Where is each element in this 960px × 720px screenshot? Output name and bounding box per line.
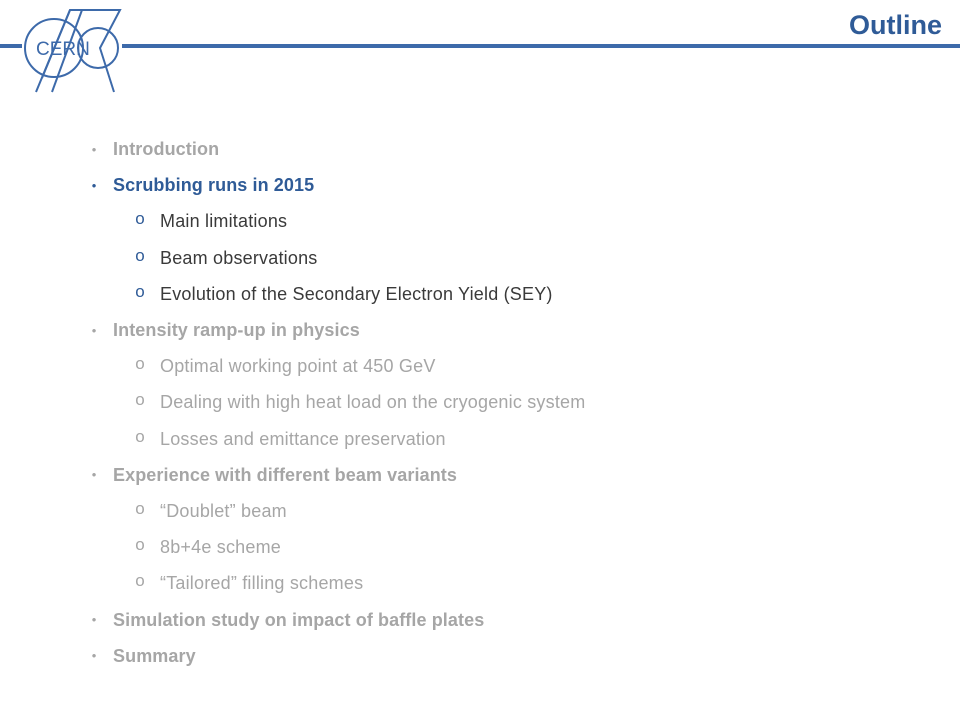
header-rule (0, 44, 960, 48)
outline-label: Intensity ramp-up in physics (113, 320, 360, 341)
outline-label: Dealing with high heat load on the cryogenic system (160, 392, 586, 413)
sub-bullet-icon: o (135, 245, 145, 265)
slide-title: Outline (841, 8, 942, 42)
outline-label: Beam observations (160, 247, 318, 268)
outline-subitem (84, 384, 934, 420)
outline-label: Introduction (113, 139, 220, 160)
cern-logo (22, 8, 122, 96)
outline-label: Losses and emittance preservation (160, 428, 446, 449)
outline-item (84, 167, 934, 203)
bullet-icon: • (91, 141, 97, 157)
outline-item (84, 638, 934, 674)
outline-subitem (84, 203, 934, 239)
outline-label: Main limitations (160, 211, 288, 232)
bullet-icon: • (91, 467, 97, 483)
bullet-icon: • (91, 612, 97, 628)
outline-subitem (84, 529, 934, 565)
outline-subitem (84, 565, 934, 601)
sub-bullet-icon: o (135, 498, 145, 518)
outline-subitem (84, 493, 934, 529)
outline-subitem (84, 276, 934, 312)
outline-subitem (84, 348, 934, 384)
sub-bullet-icon: o (135, 571, 145, 591)
outline-label: Experience with different beam variants (113, 464, 458, 485)
outline-list (84, 131, 934, 674)
bullet-icon: • (91, 648, 97, 664)
outline-item (84, 601, 934, 637)
outline-label: Simulation study on impact of baffle plates (113, 609, 485, 630)
sub-bullet-icon: o (135, 209, 145, 229)
bullet-icon: • (91, 177, 97, 193)
sub-bullet-icon: o (135, 426, 145, 446)
outline-label: Evolution of the Secondary Electron Yield (SEY) (160, 283, 553, 304)
logo-text: CERN (36, 39, 90, 60)
bullet-icon: • (91, 322, 97, 338)
outline-label: 8b+4e scheme (160, 537, 281, 558)
outline-label: Summary (113, 645, 196, 666)
outline-label: “Tailored” filling schemes (160, 573, 364, 594)
outline-label: Scrubbing runs in 2015 (113, 175, 315, 196)
outline-subitem (84, 421, 934, 457)
outline-label: “Doublet” beam (160, 500, 287, 521)
sub-bullet-icon: o (135, 535, 145, 555)
outline-item (84, 312, 934, 348)
outline-item (84, 457, 934, 493)
sub-bullet-icon: o (135, 281, 145, 301)
outline-subitem (84, 240, 934, 276)
outline-item (84, 131, 934, 167)
cern-logo-icon (22, 8, 122, 96)
outline-label: Optimal working point at 450 GeV (160, 356, 436, 377)
sub-bullet-icon: o (135, 354, 145, 374)
sub-bullet-icon: o (135, 390, 145, 410)
